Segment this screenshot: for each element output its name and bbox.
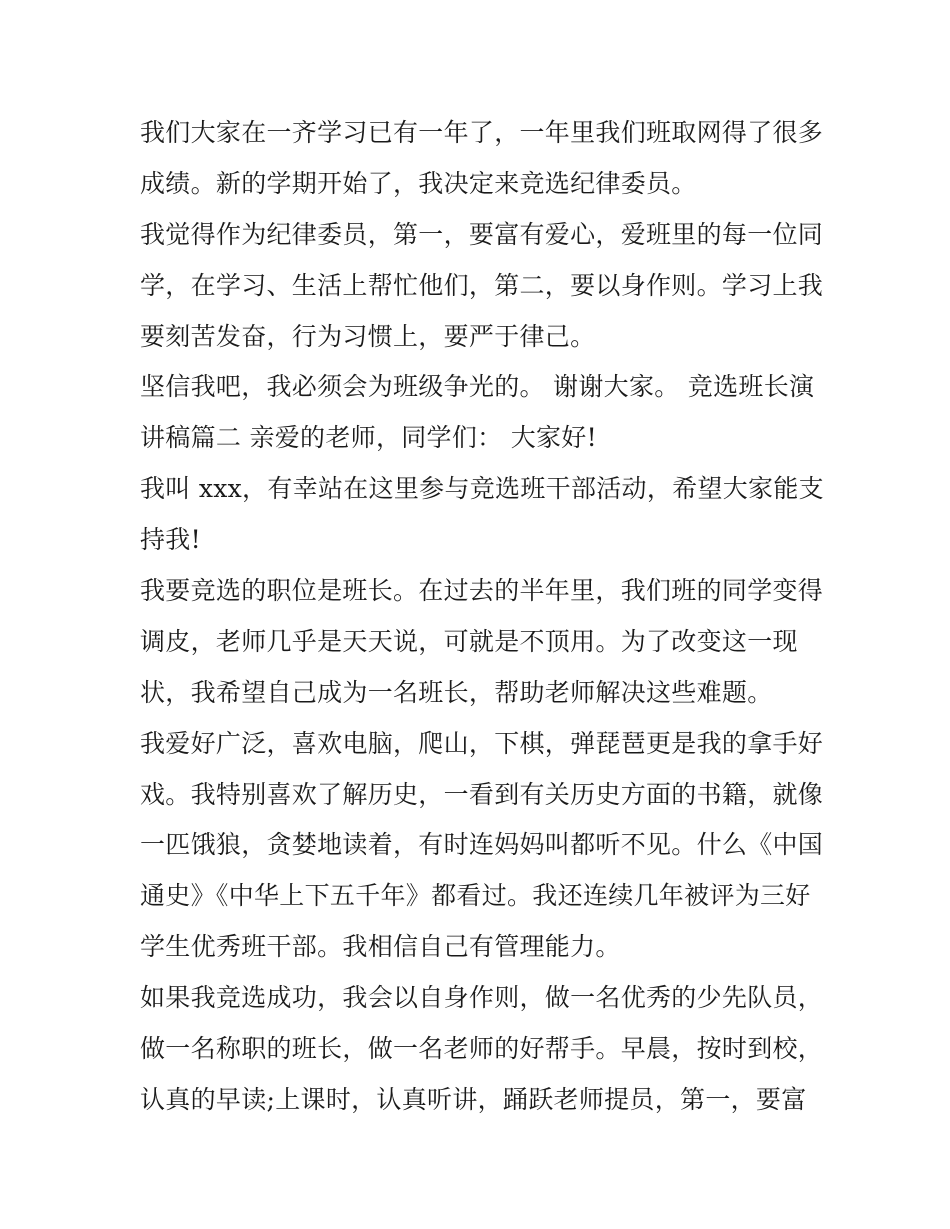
document-body <box>140 108 824 1126</box>
text-line: 状，我希望自己成为一名班长，帮助老师解决这些难题。 <box>140 677 773 707</box>
text-line: 通史》《中华上下五千年》都看过。我还连续几年被评为三好 <box>140 881 811 911</box>
text-line: 如果我竞选成功，我会以自身作则，做一名优秀的少先队员， <box>140 983 824 1013</box>
text-line: 我叫 xxx，有幸站在这里参与竞选班干部活动，希望大家能支 <box>140 474 824 504</box>
text-line: 要刻苦发奋，行为习惯上，要严于律己。 <box>140 321 596 351</box>
text-line: 我要竞选的职位是班长。在过去的半年里，我们班的同学变得 <box>140 576 824 606</box>
text-line: 我们大家在一齐学习已有一年了，一年里我们班取网得了很多 <box>140 118 824 147</box>
text-line: 成绩。新的学期开始了，我决定来竞选纪律委员。 <box>140 168 697 198</box>
text-line: 持我! <box>140 525 201 555</box>
text-line: 我爱好广泛，喜欢电脑，爬山，下棋，弹琵琶更是我的拿手好 <box>140 728 824 758</box>
text-line: 做一名称职的班长，做一名老师的好帮手。早晨，按时到校， <box>140 1034 824 1064</box>
text-line: 坚信我吧，我必须会为班级争光的。 谢谢大家。 竞选班长演 <box>140 372 815 402</box>
text-line: 学生优秀班干部。我相信自己有管理能力。 <box>140 932 621 962</box>
text-line: 调皮，老师几乎是天天说，可就是不顶用。为了改变这一现 <box>140 626 798 656</box>
text-line: 戏。我特别喜欢了解历史，一看到有关历史方面的书籍，就像 <box>140 779 824 809</box>
text-line: 一匹饿狼，贪婪地读着，有时连妈妈叫都听不见。什么《中国 <box>140 830 824 860</box>
text-line: 学，在学习、生活上帮忙他们，第二，要以身作则。学习上我 <box>140 270 824 300</box>
text-line: 讲稿篇二 亲爱的老师，同学们： 大家好! <box>140 423 597 453</box>
text-line: 认真的早读;上课时，认真听讲，踊跃老师提员，第一，要富 <box>140 1084 807 1114</box>
text-line: 我觉得作为纪律委员，第一，要富有爱心，爱班里的每一位同 <box>140 219 824 249</box>
